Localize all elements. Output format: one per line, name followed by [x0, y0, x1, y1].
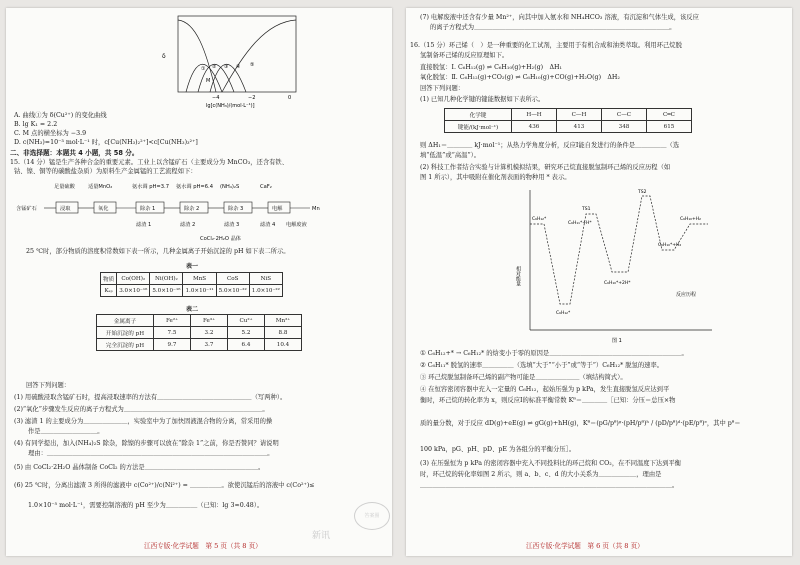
flow-box-label: 浸取	[60, 206, 71, 212]
table-cell: 键能/(kJ·mol⁻¹)	[445, 121, 512, 133]
table-header: C—H	[557, 109, 602, 121]
marker-3: ③	[224, 64, 229, 70]
q16-2-line: 衡时，环己烷的转化率为 x，则反应Ⅰ的标准平衡常数 Kᶿ＝＿＿＿＿［已知：分压＝总压×物	[420, 397, 676, 404]
table-header: 化学键	[445, 109, 512, 121]
q14-option-a: A. 曲线①为 δ(Cu²⁺) 的变化曲线	[14, 112, 107, 119]
table-cell: 7.5	[154, 327, 191, 339]
answer-line: 回答下列问题：	[26, 382, 71, 389]
q16-3-line: (3) 在压强恒为 p kPa 的密闭容器中充入不同投料比的环己烷和 CO₂，在不同温度下达到平衡	[420, 460, 682, 467]
q16-1b-line: 图 1 所示），其中吸附在催化剂表面的物种用 * 表示。	[420, 174, 571, 181]
watermark: 新讯	[312, 531, 331, 541]
species-label: C₆H₁₁*+H*	[568, 221, 592, 226]
table-header: Fe²⁺	[154, 315, 191, 327]
marker-2: ②	[212, 64, 217, 70]
distribution-chart	[156, 10, 306, 110]
flow-residue: 滤渣 1	[136, 222, 152, 228]
table-cell: 5.0×10⁻²²	[216, 285, 249, 297]
table-cell: 1.0×10⁻¹¹	[183, 285, 216, 297]
table1-caption: 表一	[186, 263, 199, 270]
flow-box-label: 除杂 2	[184, 206, 200, 212]
flow-box-label: 含锰矿石	[16, 206, 37, 212]
q16-2-line: ② C₆H₁₁* 脱氢的速率＿＿＿＿＿（选填“大于”“小于”或“等于”）C₆H₁₂* 脱氢的速率。	[420, 362, 664, 369]
answer-line: (1) 用硫酸浸取含锰矿石时，提高浸取速率的方法有＿＿＿＿＿＿＿＿＿＿＿＿＿＿＿（写两种）。	[14, 394, 287, 401]
marker-5: ⑤	[250, 62, 255, 68]
q16-2-line: 质的量分数，对于反应 dD(g)+eE(g) ⇌ gG(g)+hH(g)，Kᶿ＝(pG/pᶿ)ᵍ·(pH/pᶿ)ʰ / (pD/pᶿ)ᵈ·(pE/pᶿ)ᵉ，其中 pᶿ＝	[420, 420, 741, 427]
q14-option-c: C. M 点的横坐标为 −3.9	[14, 130, 87, 137]
table-cell: 615	[647, 121, 692, 133]
q14-option-b: B. lg K₁ = 2.2	[14, 121, 58, 128]
q16-3-line: ＿＿＿＿＿＿＿＿＿＿＿＿＿＿＿＿＿＿＿＿＿＿＿＿＿＿＿＿＿＿＿＿＿＿＿＿＿＿＿＿。	[420, 482, 679, 489]
table-cell: 5.0×10⁻¹⁶	[150, 285, 183, 297]
q14-option-d: D. c(NH₃)=10⁻³ mol·L⁻¹ 时，c[Cu(NH₃)₂²⁺]<c[Cu(NH₃)₃²⁺]	[14, 139, 198, 146]
flow-residue: 滤渣 4	[260, 222, 276, 228]
fig-caption: 图 1	[612, 338, 622, 344]
species-label: C₆H₁₂*	[532, 217, 547, 222]
stamp: 答案圈	[354, 502, 390, 530]
table-header: MnS	[183, 273, 216, 285]
bond-energy-table	[444, 108, 692, 133]
flow-box-label: 除杂 3	[228, 206, 244, 212]
tick-label: −4	[212, 95, 220, 101]
species-label: TS2	[638, 190, 647, 195]
q16-2-line: ③ 环己烷脱氢制备环己烯的副产物可能是＿＿＿＿＿＿＿（填结构简式）。	[420, 374, 627, 381]
table-cell: 348	[602, 121, 647, 133]
tables-intro: 25 ℃时，部分物质的溶度积常数如下表一所示，几种金属离子开始沉淀的 pH 如下表二所示。	[26, 248, 290, 255]
flow-residue: 滤渣 3	[224, 222, 240, 228]
table-cell: 413	[557, 121, 602, 133]
table-header: C—C	[602, 109, 647, 121]
left-page	[6, 8, 392, 556]
table-cell: 8.8	[265, 327, 302, 339]
q16-3-line: 时，环己烷的转化率如图 2 所示，则 a、b、c、d 的大小关系为＿＿＿＿＿＿，理由是	[420, 471, 662, 478]
curve-5	[222, 20, 296, 92]
process-flowchart	[14, 180, 384, 244]
q16-1b-line: 填“低温”或“高温”）。	[420, 152, 481, 159]
flow-residue: 滤渣 2	[180, 222, 196, 228]
species-label: C₆H₁₂*	[556, 311, 571, 316]
page-footer: 江西专版·化学试题 第 6 页（共 8 页）	[526, 542, 644, 550]
page-footer: 江西专版·化学试题 第 5 页（共 8 页）	[144, 542, 262, 550]
table-header: CoS	[216, 273, 249, 285]
point-m-label: M	[206, 78, 211, 84]
q16-1b-line: 则 ΔH₁＝＿＿＿＿ kJ·mol⁻¹；从热力学角度分析，反应Ⅰ能自发进行的条件是＿＿＿＿＿（选	[420, 142, 680, 149]
table-header: 金属离子	[97, 315, 154, 327]
q15-stem: 钴、镍、铜等的碳酸盐杂质）为原料生产金属锰的工艺流程如下：	[14, 168, 197, 175]
table-cell: 3.2	[191, 327, 228, 339]
table-header: NiS	[249, 273, 282, 285]
flow-reagent: CaF₂	[260, 184, 272, 190]
q16-line: 16.（15 分）环己烯（ ）是一种重要的化工试剂，主要用于有机合成和油类萃取。利用环己烷脱	[410, 42, 682, 49]
q16-2-line: 100 kPa，pG、pH、pD、pE 为各组分的平衡分压］。	[420, 446, 576, 453]
q16-2-line: ① C₆H₁₂+* → C₆H₁₂* 的焓变小于零的原因是＿＿＿＿＿＿＿＿＿＿＿＿＿＿＿＿＿＿＿＿＿。	[420, 350, 688, 357]
table-header: C═C	[647, 109, 692, 121]
q16-line: 直接脱氢：Ⅰ. C₆H₁₂(g) ⇌ C₆H₁₀(g)+H₂(g) ΔH₁	[420, 64, 563, 71]
flow-reagent: 适量MnO₂	[88, 184, 113, 190]
marker-4: ④	[236, 64, 241, 70]
answer-line: 作是＿＿＿＿＿＿＿＿＿。	[28, 428, 104, 435]
flow-reagent: 氨水调 pH=3.7	[132, 184, 170, 190]
species-label: C₆H₁₀*+2H*	[604, 281, 631, 286]
table-cell: 1.0×10⁻²²	[249, 285, 282, 297]
answer-line: 理由：＿＿＿＿＿＿＿＿＿＿＿＿＿＿＿＿＿＿＿＿＿＿＿＿＿＿＿＿＿＿＿＿＿＿＿。	[28, 450, 274, 457]
chart-xlabel: lg[c(NH₃)/(mol·L⁻¹)]	[206, 103, 255, 109]
answer-line: (6) 25 ℃时，分离出滤渣 3 所得的滤液中 c(Co²⁺)/c(Ni²⁺) = ＿＿＿＿＿。欲使沉锰后的溶液中 c(Co²⁺)≤	[14, 482, 315, 489]
q15-7-line: (7) 电解废液中还含有少量 Mn²⁺，向其中加入氨水和 NH₄HCO₃ 溶液，有沉淀和气体生成，该反应	[420, 14, 699, 21]
table-cell: 3.0×10⁻¹⁶	[117, 285, 150, 297]
flow-reagent: 足量硫酸	[54, 184, 75, 190]
flow-residue: 电解废液	[286, 222, 307, 228]
flow-box-label: 氧化	[98, 206, 109, 212]
table-cell: 436	[512, 121, 557, 133]
answer-line: (3) 滤渣 1 的主要成分为＿＿＿＿＿＿＿，实验室中为了加快固液混合物的分离，常采用的操	[14, 418, 273, 425]
table2-caption: 表二	[186, 306, 199, 313]
plot-frame	[178, 16, 296, 92]
chart-ylabel: δ	[162, 53, 166, 60]
ph-table	[96, 314, 302, 351]
table-header: Ni(OH)₂	[150, 273, 183, 285]
flow-reagent: (NH₄)₂S	[220, 184, 240, 190]
species-label: TS1	[582, 207, 591, 212]
energy-profile-figure	[516, 184, 716, 344]
tick-label: −2	[248, 95, 256, 101]
marker-1: ①	[201, 66, 206, 72]
q16-1b-line: (2) 科技工作者结合实验与计算机模拟结果，研究环己烷直接脱氢制环己烯的反应历程（如	[420, 164, 671, 171]
table-cell: 开始沉淀的 pH	[97, 327, 154, 339]
flow-reagent: 氨水调 pH=6.4	[176, 184, 214, 190]
answer-line: (4) 有同学提出，加入(NH₄)₂S 除杂，除镍的步骤可以放在“除杂 1”之前，你是否赞同？请说明	[14, 440, 279, 447]
table-cell: 6.4	[228, 339, 265, 351]
table-cell: 完全沉淀的 pH	[97, 339, 154, 351]
q15-stem: 15.（14 分）锰是生产各种合金的重要元素。工业上以含锰矿石（主要成分为 MnCO₃，还含有铁、	[10, 159, 289, 166]
q15-7-line: 的离子方程式为＿＿＿＿＿＿＿＿＿＿＿＿＿＿＿＿＿＿＿＿＿＿＿＿＿＿＿＿＿＿＿。	[430, 24, 676, 31]
answer-line: (5) 由 CoCl₂·2H₂O 晶体制备 CoCl₂ 的方法是＿＿＿＿＿＿＿＿＿＿＿＿＿＿＿＿＿＿。	[14, 464, 265, 471]
flow-box-label: Mn	[312, 206, 320, 212]
ksp-table	[100, 272, 283, 297]
table-cell: 5.2	[228, 327, 265, 339]
table-cell: Kₛₚ	[101, 285, 117, 297]
q16-line: (1) 已知几种化学键的键能数据如下表所示。	[420, 96, 545, 103]
table-header: Cu²⁺	[228, 315, 265, 327]
energy-path	[530, 196, 708, 304]
answer-line: 1.0×10⁻⁵ mol·L⁻¹，需要控制溶液的 pH 至少为＿＿＿＿＿（已知：lg 3≈0.48）。	[28, 502, 264, 509]
section-heading: 二、非选择题：本题共 4 小题，共 58 分。	[10, 149, 139, 157]
flow-product: CoCl₂·2H₂O 晶体	[200, 236, 241, 242]
flow-box-label: 电解	[272, 206, 283, 212]
table-header: Co(OH)₂	[117, 273, 150, 285]
table-header: H—H	[512, 109, 557, 121]
table-cell: 3.7	[191, 339, 228, 351]
q16-line: 氧化脱氢：Ⅱ. C₆H₁₂(g)+CO₂(g) ⇌ C₆H₁₀(g)+CO(g)+H₂O(g) ΔH₂	[420, 74, 620, 81]
species-label: C₆H₁₀*+H₂	[658, 243, 682, 248]
flow-box-label: 除杂 1	[140, 206, 156, 212]
right-page	[406, 8, 792, 556]
q16-line: 氢制备环己烯的反应原理如下。	[420, 52, 509, 59]
table-header: 物质	[101, 273, 117, 285]
table-header: Fe³⁺	[191, 315, 228, 327]
q16-2-line: ④ 在恒容密闭容器中充入一定量的 C₆H₁₂，起始压强为 p kPa，发生直接脱氢反应达到平	[420, 386, 670, 393]
table-header: Mn²⁺	[265, 315, 302, 327]
q16-line: 回答下列问题：	[420, 85, 465, 92]
fig-xlabel: 反应历程	[676, 292, 697, 298]
tick-label: 0	[288, 95, 292, 101]
answer-line: (2)“氧化”步骤发生反应的离子方程式为＿＿＿＿＿＿＿＿＿＿＿＿＿＿＿＿＿＿＿＿＿＿。	[14, 406, 269, 413]
fig-ylabel: 相对能量	[515, 266, 521, 286]
table-cell: 10.4	[265, 339, 302, 351]
table-cell: 9.7	[154, 339, 191, 351]
species-label: C₆H₁₀+H₂	[680, 217, 701, 222]
